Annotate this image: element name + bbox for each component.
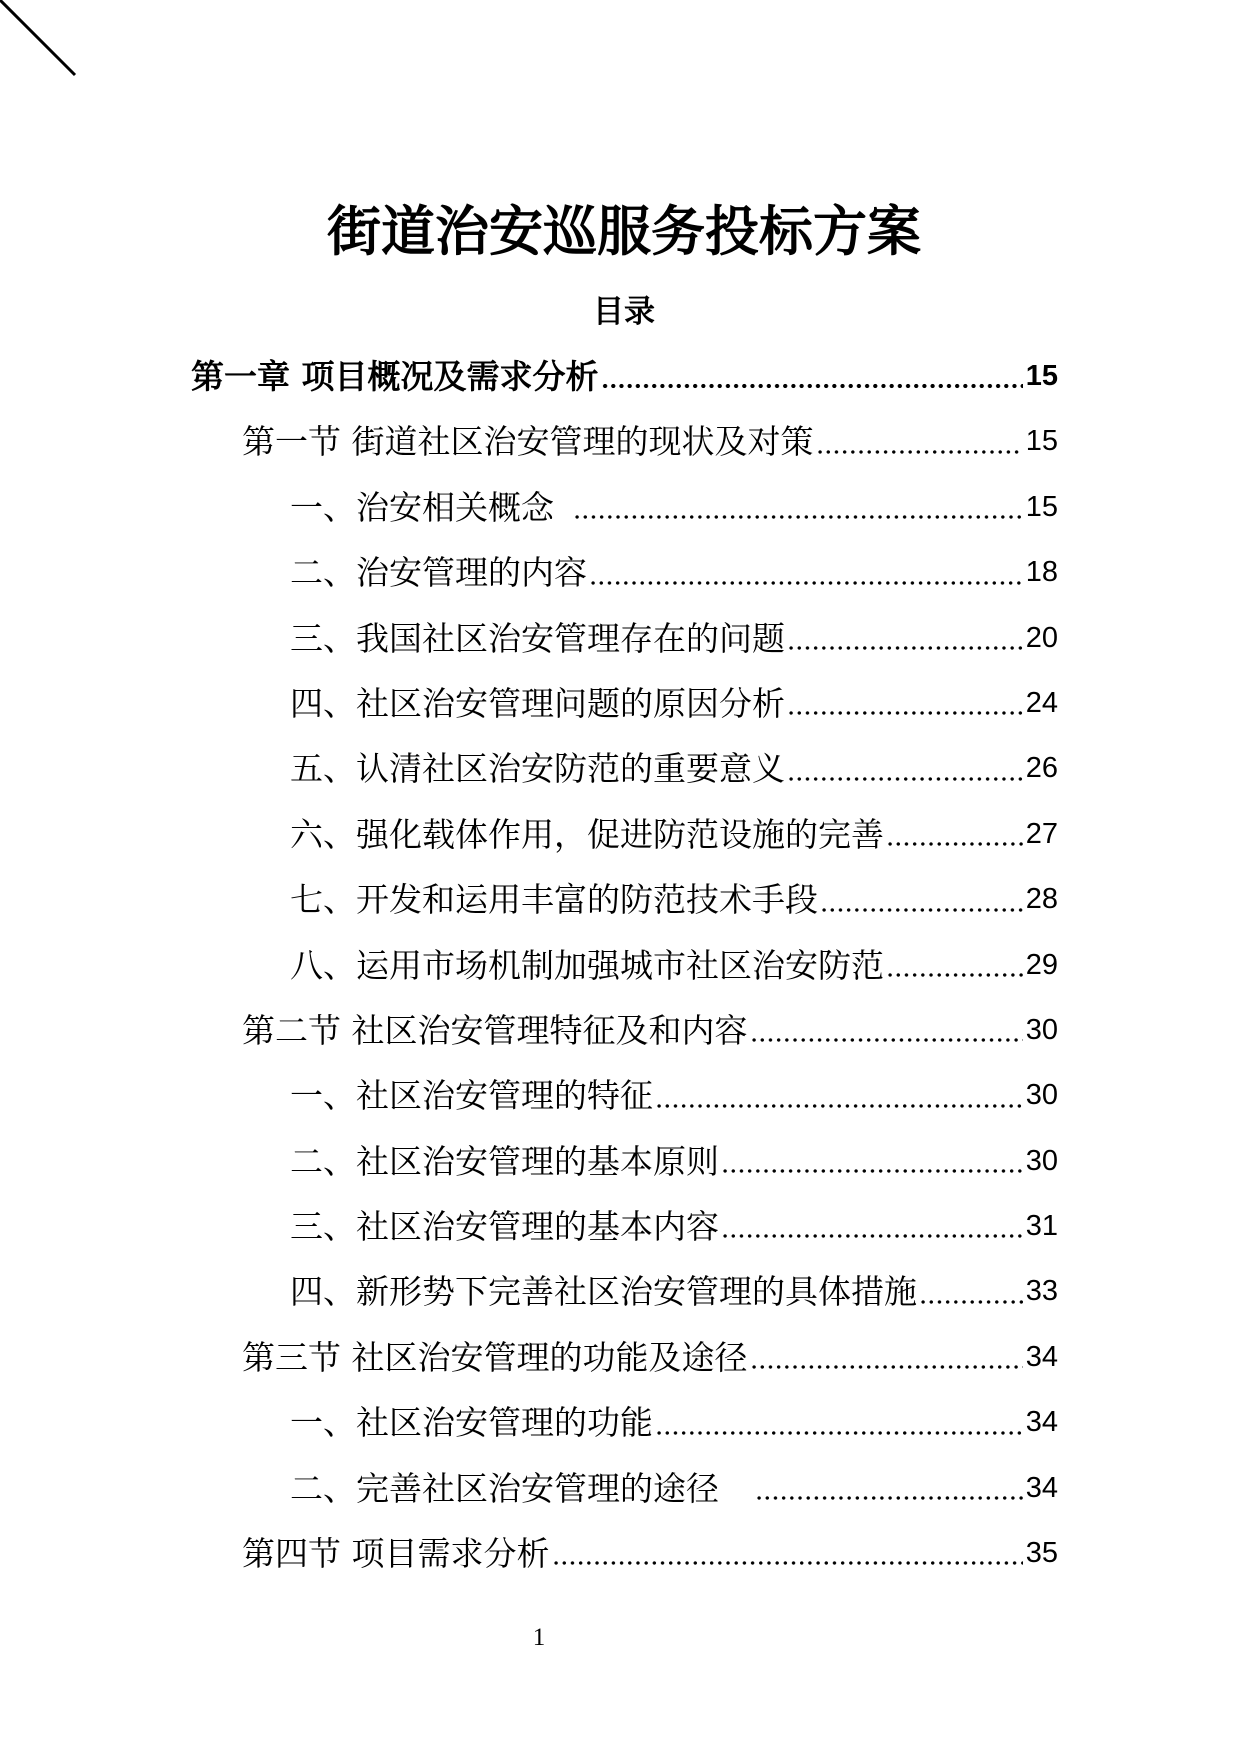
toc-entry-subsection bbox=[0, 1129, 1058, 1194]
toc-entry-page: 29 bbox=[1025, 948, 1058, 981]
toc-entry-page: 15 bbox=[1025, 425, 1058, 458]
toc-entry-label: 第四节 项目需求分析 bbox=[242, 1534, 550, 1574]
toc-entry-label: 三、我国社区治安管理存在的问题 bbox=[290, 618, 785, 658]
toc-dot-leader bbox=[655, 1063, 1023, 1128]
toc-entry-label: 七、开发和运用丰富的防范技术手段 bbox=[290, 880, 818, 920]
toc-entry-subsection bbox=[0, 475, 1058, 540]
toc-entry-label: 第二节 社区治安管理特征及和内容 bbox=[242, 1010, 748, 1050]
toc-entry-page: 24 bbox=[1025, 686, 1058, 719]
toc-dot-leader bbox=[787, 671, 1023, 736]
toc-dot-leader bbox=[816, 409, 1023, 474]
toc-entry-label: 五、认清社区治安防范的重要意义 bbox=[290, 749, 785, 789]
toc-entry-page: 31 bbox=[1025, 1210, 1058, 1243]
toc-dot-leader bbox=[573, 475, 1023, 540]
toc-entry-page: 28 bbox=[1025, 883, 1058, 916]
toc-entry-subsection bbox=[0, 671, 1058, 736]
toc-dot-leader bbox=[721, 1194, 1023, 1259]
toc-dot-leader bbox=[787, 606, 1023, 671]
toc-entry-label: 第三节 社区治安管理的功能及途径 bbox=[242, 1337, 748, 1377]
toc-entry-label: 二、治安管理的内容 bbox=[290, 553, 587, 593]
toc-entry-label: 八、运用市场机制加强城市社区治安防范 bbox=[290, 945, 884, 985]
toc-entry-label: 三、社区治安管理的基本内容 bbox=[290, 1207, 719, 1247]
toc-entry-page: 35 bbox=[1025, 1537, 1058, 1570]
document-title: 街道治安巡服务投标方案 bbox=[327, 200, 921, 263]
toc-dot-leader bbox=[750, 1325, 1023, 1390]
toc-entry-subsection bbox=[0, 1259, 1058, 1324]
toc-entry-page: 15 bbox=[1025, 360, 1058, 392]
toc-dot-leader bbox=[787, 736, 1023, 801]
toc-entry-page: 20 bbox=[1025, 621, 1058, 654]
page-number: 1 bbox=[532, 1624, 546, 1651]
toc-entry-label: 六、强化载体作用，促进防范设施的完善 bbox=[290, 814, 884, 854]
toc-entry-page: 30 bbox=[1025, 1144, 1058, 1177]
toc-entry-label: 第一章 项目概况及需求分析 bbox=[191, 357, 599, 396]
toc-entry-page: 15 bbox=[1025, 490, 1058, 523]
toc-entry-label: 二、完善社区治安管理的途径 bbox=[290, 1468, 719, 1508]
toc-entry-subsection bbox=[0, 1063, 1058, 1128]
toc-dot-leader bbox=[919, 1259, 1023, 1324]
toc-dot-leader bbox=[601, 344, 1023, 409]
toc-entry-page: 34 bbox=[1025, 1340, 1058, 1373]
toc-dot-leader bbox=[886, 802, 1023, 867]
toc-entry-page: 34 bbox=[1025, 1471, 1058, 1504]
toc-entry-subsection bbox=[0, 736, 1058, 801]
toc-entry-page: 18 bbox=[1025, 556, 1058, 589]
toc-entry-subsection bbox=[0, 867, 1058, 932]
toc-entry-subsection bbox=[0, 1456, 1058, 1521]
toc-dot-leader bbox=[721, 1129, 1023, 1194]
toc-entry-subsection bbox=[0, 1390, 1058, 1455]
toc-entry-subsection bbox=[0, 606, 1058, 671]
toc-entry-chapter bbox=[0, 344, 1058, 409]
toc-entry-label: 四、社区治安管理问题的原因分析 bbox=[290, 683, 785, 723]
toc-entry-label: 二、社区治安管理的基本原则 bbox=[290, 1141, 719, 1181]
toc-dot-leader bbox=[755, 1456, 1023, 1521]
toc-dot-leader bbox=[655, 1390, 1023, 1455]
toc-entry-label: 一、治安相关概念 bbox=[290, 487, 554, 527]
toc-entry-section bbox=[0, 1325, 1058, 1390]
toc-entry-page: 33 bbox=[1025, 1275, 1058, 1308]
toc-dot-leader bbox=[589, 540, 1023, 605]
toc-entry-section bbox=[0, 998, 1058, 1063]
toc-entry-section bbox=[0, 409, 1058, 474]
toc-dot-leader bbox=[820, 867, 1023, 932]
toc-entry-label: 一、社区治安管理的特征 bbox=[290, 1076, 653, 1116]
toc-entry-page: 30 bbox=[1025, 1013, 1058, 1046]
toc-entry-section bbox=[0, 1521, 1058, 1586]
toc-entry-label: 四、新形势下完善社区治安管理的具体措施 bbox=[290, 1272, 917, 1312]
toc-dot-leader bbox=[552, 1521, 1023, 1586]
toc-entry-label: 第一节 街道社区治安管理的现状及对策 bbox=[242, 422, 814, 462]
toc-entry-page: 34 bbox=[1025, 1406, 1058, 1439]
toc-entry-label: 一、社区治安管理的功能 bbox=[290, 1403, 653, 1443]
corner-crop-mark bbox=[0, 0, 80, 80]
toc-entry-subsection bbox=[0, 933, 1058, 998]
toc-entry-page: 30 bbox=[1025, 1079, 1058, 1112]
toc-entry-page: 27 bbox=[1025, 817, 1058, 850]
toc-entry-subsection bbox=[0, 1194, 1058, 1259]
toc-dot-leader bbox=[886, 933, 1023, 998]
toc-entry-subsection bbox=[0, 802, 1058, 867]
toc-heading: 目录 bbox=[593, 294, 655, 330]
toc-dot-leader bbox=[750, 998, 1023, 1063]
table-of-contents bbox=[0, 344, 1241, 1586]
toc-entry-page: 26 bbox=[1025, 752, 1058, 785]
toc-entry-subsection bbox=[0, 540, 1058, 605]
